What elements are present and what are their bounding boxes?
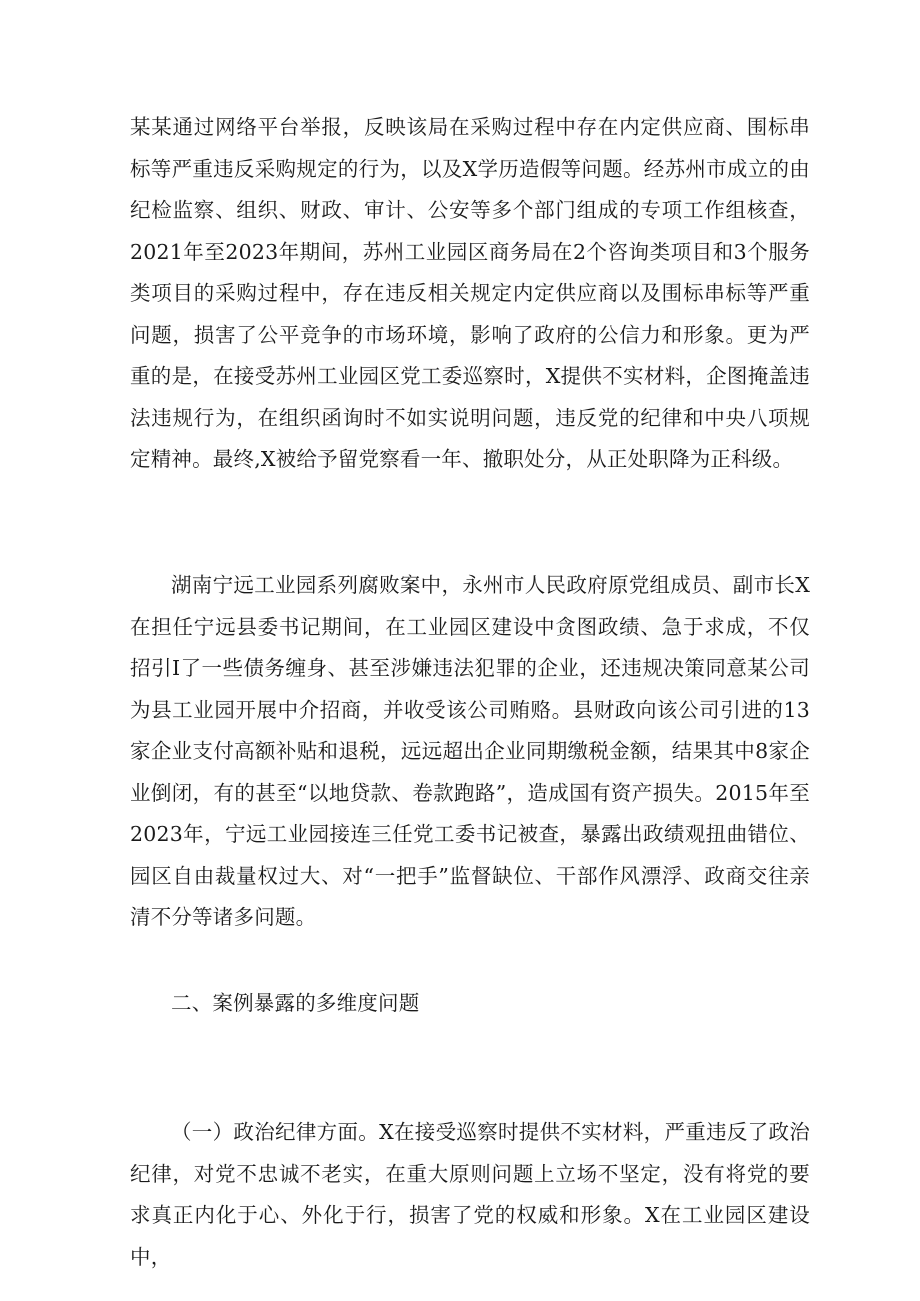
paragraph-suzhou-case: 某某通过网络平台举报，反映该局在采购过程中存在内定供应商、围标串标等严重违反采购规定的行为，以及X学历造假等问题。经苏州市成立的由纪检监察、组织、财政、审计、公安等多个部门组成的专项工作组核查，2021年至2023年期间，苏州工业园区商务局在2个咨询类项目和3个服务类项目的采购过程中，存在违反相关规定内定供应商以及围标串标等严重问题，损害了公平竞争的市场环境，影响了政府的公信力和形象。更为严重的是，在接受苏州工业园区党工委巡察时，X提供不实材料，企图掩盖违法违规行为，在组织函询时不如实说明问题，违反党的纪律和中央八项规定精神。最终,X被给予留党察看一年、撤职处分，从正处职降为正科级。: [130, 115, 810, 471]
paragraph-political-discipline: （一）政治纪律方面。X在接受巡察时提供不实材料，严重违反了政治纪律，对党不忠诚不老实，在重大原则问题上立场不坚定，没有将党的要求真正内化于心、外化于行，损害了党的权威和形象。X在工业园区建设中，: [130, 1120, 810, 1269]
paragraph-ningyuan-case: 湖南宁远工业园系列腐败案中，永州市人民政府原党组成员、副市长X在担任宁远县委书记期间，在工业园区建设中贪图政绩、急于求成，不仅招引I了一些债务缠身、甚至涉嫌违法犯罪的企业，还违规决策同意某公司为县工业园开展中介招商，并收受该公司贿赂。县财政向该公司引进的13家企业支付高额补贴和退税，远远超出企业同期缴税金额，结果其中8家企业倒闭，有的甚至“以地贷款、卷款跑路”，造成国有资产损失。2015年至2023年，宁远工业园接连三任党工委书记被查，暴露出政绩观扭曲错位、园区自由裁量权过大、对“一把手”监督缺位、干部作风漂浮、政商交往亲清不分等诸多问题。: [130, 573, 810, 929]
section-heading: 二、案例暴露的多维度问题: [171, 991, 420, 1015]
